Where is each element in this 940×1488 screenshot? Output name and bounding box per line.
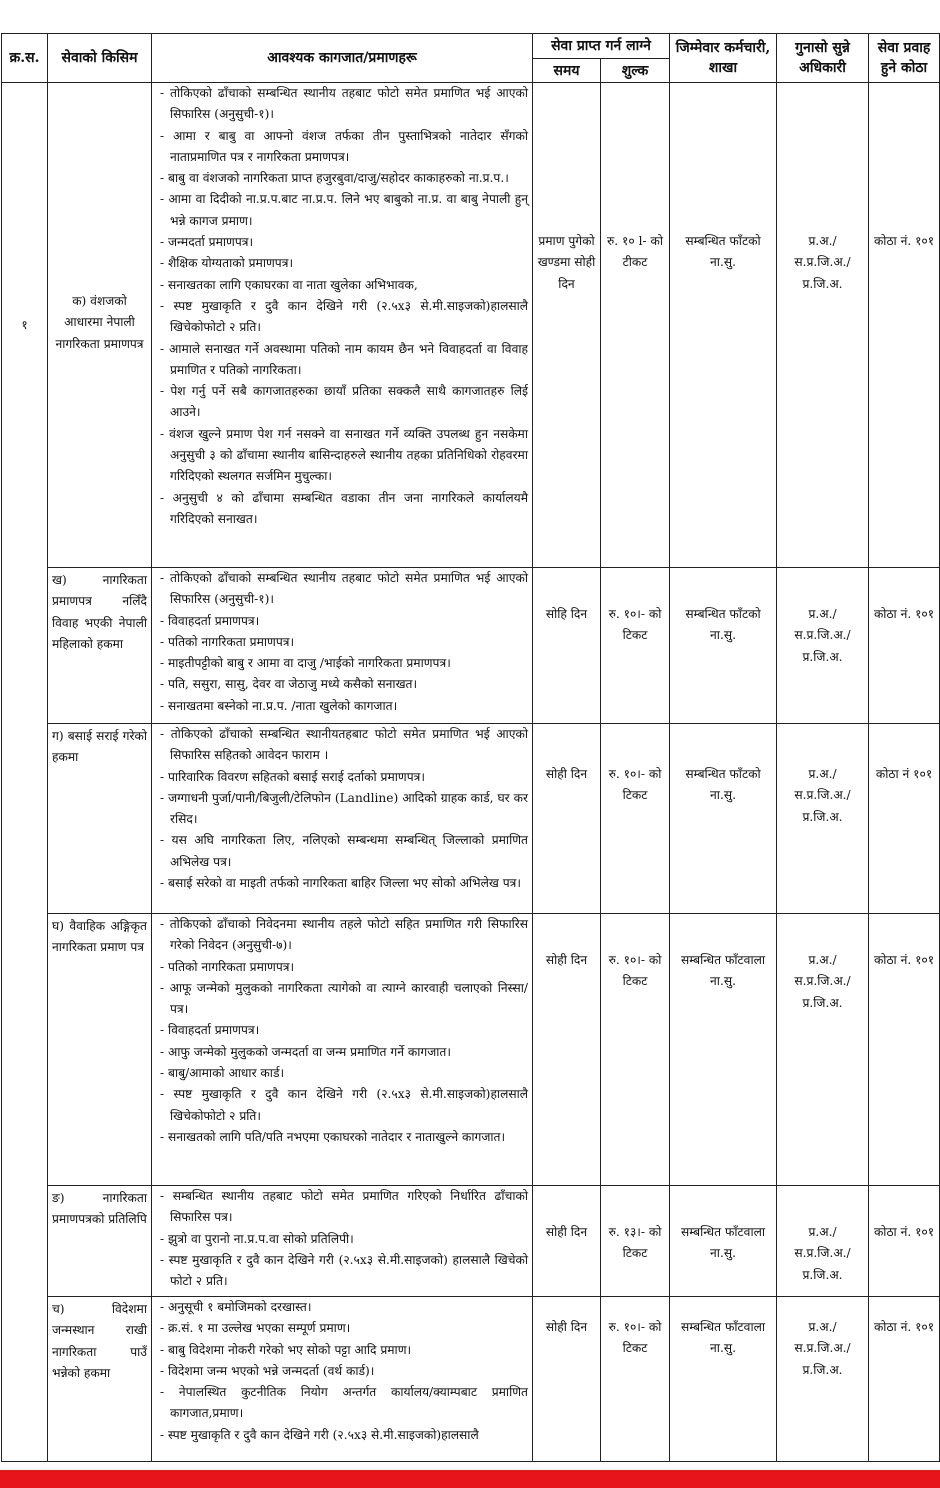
header-grievance: गुनासो सुन्ने अधिकारी xyxy=(777,34,869,83)
document-item: - बसाई सरेको वा माइती तर्फको नागरिकता बाहिर जिल्ला भए सोको अभिलेख पत्र। xyxy=(160,876,521,891)
document-item: - बाबु विदेशमा नोकरी गरेको भए सोको पट्टा आदि प्रमाण। xyxy=(160,1342,412,1357)
document-item: - क्र.सं. १ मा उल्लेख भएका सम्पूर्ण प्रमाण। xyxy=(160,1321,351,1336)
cell-documents xyxy=(152,724,533,914)
document-item: - आफु जन्मेको मुलुकको जन्मदर्ता वा जन्म प्रमाणित गर्ने कागजात। xyxy=(160,1044,451,1059)
document-item: - स्पष्ट मुखाकृति र दुवै कान देखिने गरी (२.५x३ से.मी.साइजको)हालसालै xyxy=(160,1427,479,1442)
document-item: - स्पष्ट मुखाकृति र दुवै कान देखिने गरी (२.५x३ से.मी.साइजको)हालसालै खिचेकोफोटो २ प्रति। xyxy=(160,1087,528,1123)
document-item: - स्पष्ट मुखाकृति र दुवै कान देखिने गरी (२.५x३ से.मी.साइजको)हालसालै खिचेकोफोटो २ प्रति। xyxy=(160,298,528,335)
cell-room: कोठा नं. १०१ xyxy=(869,1297,940,1462)
cell-time: सोही दिन xyxy=(533,724,601,914)
document-item: - बाबु/आमाको आधार कार्ड। xyxy=(160,1066,285,1081)
cell-fee: रु. १०।- को टिकट xyxy=(601,724,670,914)
footer-red-bar xyxy=(0,1470,940,1488)
cell-service-type: ख) नागरिकता प्रमाणपत्र नलिँदै विवाह भएकी नेपाली महिलाको हकमा xyxy=(48,568,152,724)
table-row xyxy=(2,1186,940,1297)
document-item: - नेपालस्थित कुटनीतिक नियोग अन्तर्गत कार्यालय/क्याम्पबाट प्रमाणित कागजात,प्रमाण। xyxy=(160,1385,528,1421)
cell-time: प्रमाण पुगेको खण्डमा सोही दिन xyxy=(533,83,601,568)
cell-fee: रु. १० l- को टीकट xyxy=(601,83,670,568)
cell-room: कोठा नं. १०१ xyxy=(869,83,940,568)
cell-documents xyxy=(152,914,533,1186)
document-item: - पारिवारिक विवरण सहितको बसाई सराई दर्ताको प्रमाणपत्र। xyxy=(160,769,425,784)
document-item: - आमा र बाबु वा आफ्नो वंशज तर्फका तीन पुस्ताभित्रको नातेदार सँगको नाताप्रमाणित पत्र र नागरिकता प्रमाणपत्र। xyxy=(160,128,528,164)
document-item: - तोकिएको ढाँचाको सम्बन्धित स्थानीयतहबाट फोटो समेत प्रमाणित भई आएको सिफारिस सहितको आवेदन फाराम । xyxy=(160,727,528,763)
cell-documents xyxy=(152,83,533,568)
header-room: सेवा प्रवाह हुने कोठा xyxy=(869,34,940,83)
cell-time: सोही दिन xyxy=(533,914,601,1186)
table-body xyxy=(2,83,940,1462)
document-item: - विवाहदर्ता प्रमाणपत्र। xyxy=(160,1023,260,1038)
document-item: - शैक्षिक योग्यताको प्रमाणपत्र। xyxy=(160,256,294,271)
cell-service-type: च) विदेशमा जन्मस्थान राखी नागरिकता पाउँ भन्नेको हकमा xyxy=(48,1297,152,1462)
document-item: - यस अघि नागरिकता लिए, नलिएको सम्बन्धमा सम्बन्धित् जिल्लाको प्रमाणित अभिलेख पत्र। xyxy=(160,833,528,869)
header-responsible: जिम्मेवार कर्मचारी, शाखा xyxy=(670,34,777,83)
cell-grievance: प्र.अ./ स.प्र.जि.अ./ प्र.जि.अ. xyxy=(777,1297,869,1462)
cell-service-type: क) वंशजको आधारमा नेपाली नागरिकता प्रमाणपत्र xyxy=(48,83,152,568)
cell-grievance: प्र.अ./ स.प्र.जि.अ./ प्र.जि.अ. xyxy=(777,724,869,914)
cell-fee: रु. १३।- को टिकट xyxy=(601,1186,670,1297)
table-row xyxy=(2,724,940,914)
cell-room: कोठा नं १०१ xyxy=(869,724,940,914)
cell-service-type: ग) बसाई सराई गरेको हकमा xyxy=(48,724,152,914)
document-item: - तोकिएको ढाँचाको सम्बन्धित स्थानीय तहबाट फोटो समेत प्रमाणित भई आएको सिफारिस (अनुसुची-१)। xyxy=(160,86,528,122)
document-item: - स्पष्ट मुखाकृति र दुवै कान देखिने गरी (२.५x३ से.मी.साइजको) हालसालै खिचेको फोटो २ प्रति। xyxy=(160,1252,528,1289)
document-item: - पति, ससुरा, सासु, देवर वा जेठाजु मध्ये कसैको सनाखत। xyxy=(160,677,418,692)
cell-responsible: सम्बन्धित फाँटको ना.सु. xyxy=(670,724,777,914)
cell-time: सोही दिन xyxy=(533,1186,601,1297)
cell-grievance: प्र.अ./ स.प्र.जि.अ./ प्र.जि.अ. xyxy=(777,1186,869,1297)
document-item: - झुत्रो वा पुरानो ना.प्र.प.वा सोको प्रतिलिपी। xyxy=(160,1231,354,1246)
document-item: - विवाहदर्ता प्रमाणपत्र। xyxy=(160,613,260,628)
cell-service-type: घ) वैवाहिक अङ्गिकृत नागरिकता प्रमाण पत्र xyxy=(48,914,152,1186)
table-row xyxy=(2,83,940,568)
table-header xyxy=(2,34,940,83)
cell-responsible: सम्बन्धित फाँटवाला ना.सु. xyxy=(670,1186,777,1297)
document-item: - जन्मदर्ता प्रमाणपत्र। xyxy=(160,235,254,250)
document-item: - तोकिएको ढाँचाको सम्बन्धित स्थानीय तहबाट फोटो समेत प्रमाणित भई आएको सिफारिस (अनुसुची-१)। xyxy=(160,571,528,607)
table-row xyxy=(2,914,940,1186)
header-fee: शुल्क xyxy=(601,59,670,83)
document-item: - सनाखतको लागि पति/पति नभएमा एकाघरको नातेदार र नाताखुल्ने कागजात। xyxy=(160,1129,506,1144)
document-item: - वंशज खुल्ने प्रमाण पेश गर्न नसक्ने वा सनाखत गर्ने व्यक्ति उपलब्ध हुन नसकेमा अनुसुची ३ को ढाँचामा स्थानीय बासिन्दाहरुले स्थानीय तहका प्रतिनिधिको रोहवरमा गरिदिएको स्थलगत सर्जमिन मुचुल्का। xyxy=(160,426,528,484)
header-time: समय xyxy=(533,59,601,83)
cell-responsible: सम्बन्धित फाँटवाला ना.सु. xyxy=(670,914,777,1186)
document-item: - माइतीपट्टीको बाबु र आमा वा दाजु /भाईको नागरिकता प्रमाणपत्र। xyxy=(160,656,451,671)
document-item: - आफू जन्मेको मुलुकको नागरिकता त्यागेको वा त्याग्ने कारवाही चलाएको निस्सा/पत्र। xyxy=(160,980,528,1017)
cell-documents xyxy=(152,568,533,724)
document-item: - आमाले सनाखत गर्ने अवस्थामा पतिको नाम कायम छैन भने विवाहदर्ता वा विवाह प्रमाणित र पतिको नागरिकता। xyxy=(160,341,528,377)
header-service-type: सेवाको किसिम xyxy=(48,34,152,83)
cell-fee: रु. १०।- को टिकट xyxy=(601,1297,670,1462)
document-item: - बाबु वा वंशजको नागरिकता प्राप्त हजुरबुवा/दाजु/सहोदर काकाहरुको ना.प्र.प.। xyxy=(160,171,509,186)
document-item: - विदेशमा जन्म भएको भन्ने जन्मदर्ता (वर्थ कार्ड)। xyxy=(160,1363,375,1378)
cell-documents xyxy=(152,1186,533,1297)
header-service-time-fee: सेवा प्राप्त गर्न लाग्ने xyxy=(533,34,670,59)
cell-fee: रु. १०।- को टिकट xyxy=(601,914,670,1186)
cell-time: सोही दिन xyxy=(533,1297,601,1462)
document-item: - अनुसुची ४ को ढाँचामा सम्बन्धित वडाका तीन जना नागरिकले कार्यालयमै गरिदिएको सनाखत। xyxy=(160,490,528,526)
cell-responsible: सम्बन्धित फाँटवाला ना.सु. xyxy=(670,1297,777,1462)
cell-room: कोठा नं. १०१ xyxy=(869,568,940,724)
cell-grievance: प्र.अ./ स.प्र.जि.अ./ प्र.जि.अ. xyxy=(777,914,869,1186)
document-item: - तोकिएको ढाँचाको निवेदनमा स्थानीय तहले फोटो सहित प्रमाणित गरी सिफारिस गरेको निवेदन (अनुसुची-७)। xyxy=(160,917,528,953)
document-item: - पेश गर्नु पर्ने सबै कागजातहरुका छायाँ प्रतिका सक्कलै साथै कागजातहरु लिई आउने। xyxy=(160,384,528,420)
cell-room: कोठा नं. १०१ xyxy=(869,914,940,1186)
cell-responsible: सम्बन्धित फाँटको ना.सु. xyxy=(670,568,777,724)
document-item: - सनाखतमा बस्नेको ना.प्र.प. /नाता खुलेको कागजात। xyxy=(160,698,398,713)
cell-sn: १ xyxy=(2,83,48,1462)
cell-time: सोहि दिन xyxy=(533,568,601,724)
document-item: - सम्बन्धित स्थानीय तहबाट फोटो समेत प्रमाणित गरिएको निर्धारित ढाँचाको सिफारिस पत्र। xyxy=(160,1189,528,1225)
header-sn: क्र.स. xyxy=(2,34,48,83)
table-row xyxy=(2,568,940,724)
header-documents: आवश्यक कागजात/प्रमाणहरू xyxy=(152,34,533,83)
document-item: - सनाखतका लागि एकाघरका वा नाता खुलेका अभिभावक, xyxy=(160,277,418,292)
cell-fee: रु. १०।- को टिकट xyxy=(601,568,670,724)
cell-documents xyxy=(152,1297,533,1462)
citizen-charter-table xyxy=(1,33,940,1462)
document-item: - पतिको नागरिकता प्रमाणपत्र। xyxy=(160,959,295,974)
table-row xyxy=(2,1297,940,1462)
document-item: - अनुसूची १ बमोजिमको दरखास्त। xyxy=(160,1300,312,1314)
document-item: - आमा वा दिदीको ना.प्र.प.बाट ना.प्र.प. लिने भए बाबुको ना.प्र. वा बाबु नेपाली हुन् भन्ने कागज प्रमाण। xyxy=(160,192,528,228)
cell-responsible: सम्बन्धित फाँटको ना.सु. xyxy=(670,83,777,568)
document-item: - जग्गाधनी पुर्जा/पानी/बिजुली/टेलिफोन (Landline) आदिको ग्राहक कार्ड, घर कर रसिद। xyxy=(160,790,528,827)
cell-service-type: ङ) नागरिकता प्रमाणपत्रको प्रतिलिपि xyxy=(48,1186,152,1297)
cell-room: कोठा नं. १०१ xyxy=(869,1186,940,1297)
cell-grievance: प्र.अ./ स.प्र.जि.अ./ प्र.जि.अ. xyxy=(777,83,869,568)
cell-grievance: प्र.अ./ स.प्र.जि.अ./ प्र.जि.अ. xyxy=(777,568,869,724)
document-item: - पतिको नागरिकता प्रमाणपत्र। xyxy=(160,634,295,649)
